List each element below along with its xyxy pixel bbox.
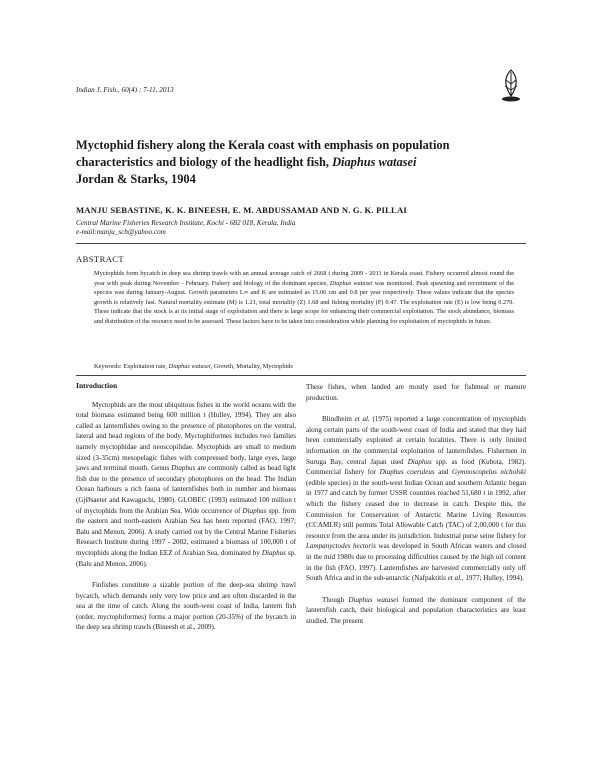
title-part2: Jordan & Starks, 1904 — [76, 172, 196, 186]
right-p2-etal2: et al. — [447, 574, 462, 583]
right-p2-a: Blindheim — [322, 415, 355, 424]
keywords-species: Diaphus watasei, — [168, 363, 213, 370]
right-p2-b: (1975) reported a large concentration of myctophids along certain parts of the south-west coast of India and stated that they had been commercially exploited at certain localities. There is only limited information on the commercial exploitation of lanternfishes. Fishermen in Suruga Bay, central Japan used — [306, 415, 526, 466]
keywords-label: Keywords: — [94, 363, 122, 370]
right-p3-species: Diaphus watasei — [348, 595, 399, 604]
author-list: MANJU SEBASTINE, K. K. BINEESH, E. M. ABDUSSAMAD AND N. G. K. PILLAI — [76, 205, 407, 215]
intro-heading: Introduction — [76, 381, 118, 390]
right-p2-g: , 1977; Hulley, 1994). — [461, 574, 525, 583]
right-p2-sp3: Lampanyctodes hectoris — [306, 542, 376, 551]
author-email[interactable]: e-mail:manju_scb@yahoo.com — [76, 228, 166, 236]
right-p2-etal: et al. — [354, 415, 370, 424]
intro-p1-genus3: Diaphus — [261, 548, 286, 557]
keywords-a: Exploitation rate, — [121, 363, 169, 370]
abstract-heading: ABSTRACT — [76, 254, 125, 264]
intro-p1-genus2: Diaphus — [242, 506, 267, 515]
abstract-text-a: Myctophids form bycatch in deep sea shrimp trawls with an annual average catch of 2668 t during 2009 - 2011 in Kerala coast. Fishery occurred almost round the year with peak during November - February. Fishery and biology of the dominant species, — [94, 270, 514, 287]
intro-p1-b: are commonly called as head light fish due to the presence of secondary photophores on the head. The Indian Ocean harbours a rich fauna of lanternfishes both in number and biomass (GjØsaeter and Kawaguchi, 1980). GLOBEC (1993) estimated 100 million t of myctophids from the Arabian Sea. Wide occurrence of — [76, 464, 297, 515]
abstract-text-b: was monitored. Peak spawning and recruitment of the species was during January-August. Growth parameters L∞ and K are estimated as 15.06 cm and 0.8 per year respectively. These values indicate that the species growth is relatively fast. Natural mortality estimate (M) is 1.21, total mortality (Z) 1.68 and fishing mortality (F) 0.47. The exploitation rate (E) is low being 0.279. These indicate that the stock is at its initial stage of exploitation and there is large scope for enhancing their commercial exploitation. The stock abundance, biomass and distribution of the resource need to be assessed. These factors have to be taken into consideration while planning for exploitation of myctophids in future. — [94, 279, 514, 325]
intro-p1-c: spp. from the eastern and north-eastern Arabian Sea has been reported (FAO, 1997; Balu and Menon, 2006). A study carried out by the Central Marine Fisheries Research Institute during 1997 - 2002, estimated a biomass of 100,000 t of myctophids along the Indian EEZ of Arabian Sea, dominated by — [76, 506, 296, 557]
right-p2-d: and — [434, 468, 452, 477]
abstract-species: Diaphus watasei — [329, 279, 373, 287]
intro-p1-a: Myctophids are the most ubiquitous fishes in the world oceans with the total biomass estimated being 600 million t (Hulley, 1994). They are also called as lanternfishes owing to the presence of photophores on the ventral, lateral and head regions of the body. Myctophiformes includes two families namely myctophidae and neoscopilidae. Myctophids are small to medium sized (3-35cm) mesopelagic fishes with compressed body, large eyes, large jaws and terminal mouth. Genus — [76, 400, 296, 473]
right-p2-e: (edible species) in the south-west Indian Ocean and southern Atlantic began in 1977 and catch by former USSR countries reached 51,680 t in 1992, after which the fishery ceased due to decrease in catch. Despite this, the Commission for Conservation of Antarctic Marine Living Resources (CCAMLR) still permits Total Allowable Catch (TAC) of 2,00,000 t for this resource from the area under its jurisdiction. Industrial purse seine fishery for — [306, 478, 526, 540]
keywords — [94, 363, 514, 370]
intro-paragraph-1 — [76, 400, 296, 570]
right-p2-c: spp. as food (Kubota, 1982). Commercial fishery for — [306, 457, 527, 477]
article-title — [76, 137, 526, 188]
intro-p1-genus: Diaphus — [171, 464, 196, 473]
icar-emblem-icon — [497, 66, 525, 104]
intro-paragraph-2: Finfishes constitute a sizable portion of the deep-sea shrimp trawl bycatch, which demands only very low price and are often discarded in the sea at the time of catch. Along the south-west coast of India, lantern fish (order, myctophiformes) forms a major portion (20-35%) of the bycatch in the deep sea shrimp trawls (Bineesh et al., 2009). — [76, 581, 296, 632]
title-part1: Myctophid fishery along the Kerala coast with emphasis on population characteristics and biology of the headlight fish, — [76, 138, 450, 169]
journal-citation: Indian J. Fish., 60(4) : 7-11, 2013 — [76, 86, 174, 94]
left-column — [76, 381, 296, 644]
right-p3-b: formed the dominant component of the lanternfish catch, their biological and population characteristics are least studied. The present — [306, 595, 527, 625]
right-paragraph-3 — [306, 595, 526, 627]
right-p3-a: Though — [322, 595, 349, 604]
right-p2-f: was developed in South African waters and closed in the mid 1980s due to processing difficulties caused by the high oil content in the fish (FAO, 1997). Lanternfishes are harvested commercially only off South Africa and in the sub-antarctic (Nafpaktitis — [306, 542, 527, 583]
right-column — [306, 382, 526, 637]
keywords-b: Growth, Mortality, Myctophids — [212, 363, 293, 370]
right-p2-genus: Diaphus — [407, 457, 432, 466]
intro-p1-d: sp. (Balu and Menon, 2006). — [76, 548, 296, 568]
right-p2-sp2: Gymnoscopelus nicholski — [451, 468, 527, 477]
top-divider — [76, 243, 526, 244]
title-species: Diaphus watasei — [332, 155, 417, 169]
affiliation: Central Marine Fisheries Research Institute, Kochi - 682 018, Kerala, India — [76, 219, 296, 227]
right-paragraph-1: These fishes, when landed are mostly used for fishmeal or manure production. — [306, 383, 526, 402]
right-p2-sp1: Diaphus coeruleus — [379, 468, 435, 477]
abstract-text — [94, 269, 514, 327]
right-paragraph-2 — [306, 414, 526, 584]
bottom-divider — [76, 375, 526, 376]
